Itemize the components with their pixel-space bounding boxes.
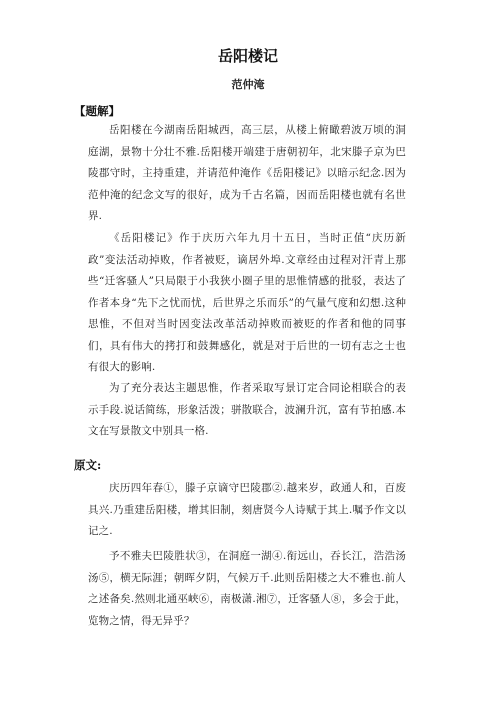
section-heading-tijie: 【题解】: [74, 104, 120, 118]
yuanwen-paragraph-1: 庆历四年春①，滕子京谪守巴陵郡②.越来岁，政通人和，百废具兴.乃重建岳阳楼，增其旧制，刻唐贤今人诗赋于其上.嘱予作文以记之.: [88, 482, 406, 537]
section-heading-yuanwen: 原文:: [74, 458, 102, 472]
tijie-paragraph-2: 《岳阳楼记》作于庆历六年九月十五日，当时正值“庆历新政”变法活动掉败，作者被贬，谪居外埠.文章经由过程对汗青上那些“迁客骚人”只局限于小我狭小圈子里的思惟情感的批驳，表达了作者本身“先下之忧而忧，后世界之乐而乐”的气量气度和幻想.这种思惟，不但对当时因变法改革活动掉败而被贬的作者和他的同事们，具有伟大的拷打和鼓舞感化，就是对于后世的一切有志之士也有很大的影响.: [88, 232, 406, 373]
tijie-paragraph-1: 岳阳楼在今湖南岳阳城西，高三层，从楼上俯瞰碧波万顷的洞庭湖，景物十分壮不雅.岳阳楼开端建于唐朝初年，北宋滕子京为巴陵郡守时，主持重建，并请范仲淹作《岳阳楼记》以暗示纪念.因为范仲淹的纪念文写的很好，成为千古名篇，因而岳阳楼也就有名世界.: [88, 124, 406, 222]
document-title: 岳阳楼记: [217, 47, 278, 65]
yuanwen-paragraph-2: 予不雅夫巴陵胜状③，在洞庭一湖④.衔远山，吞长江，浩浩汤汤⑤，横无际涯；朝晖夕阴，气候万千.此则岳阳楼之大不雅也.前人之述备矣.然则北通巫峡⑥，南极潇.湘⑦，迁客骚人⑧，多会于此，览物之情，得无异乎？: [88, 550, 406, 627]
tijie-paragraph-3: 为了充分表达主题思惟，作者采取写景订定合同论相联合的表示手段.说话简练，形象活泼；骈散联合，波澜升沉，富有节拍感.本文在写景散文中别具一格.: [88, 382, 406, 437]
document-author: 范仲淹: [231, 78, 265, 91]
